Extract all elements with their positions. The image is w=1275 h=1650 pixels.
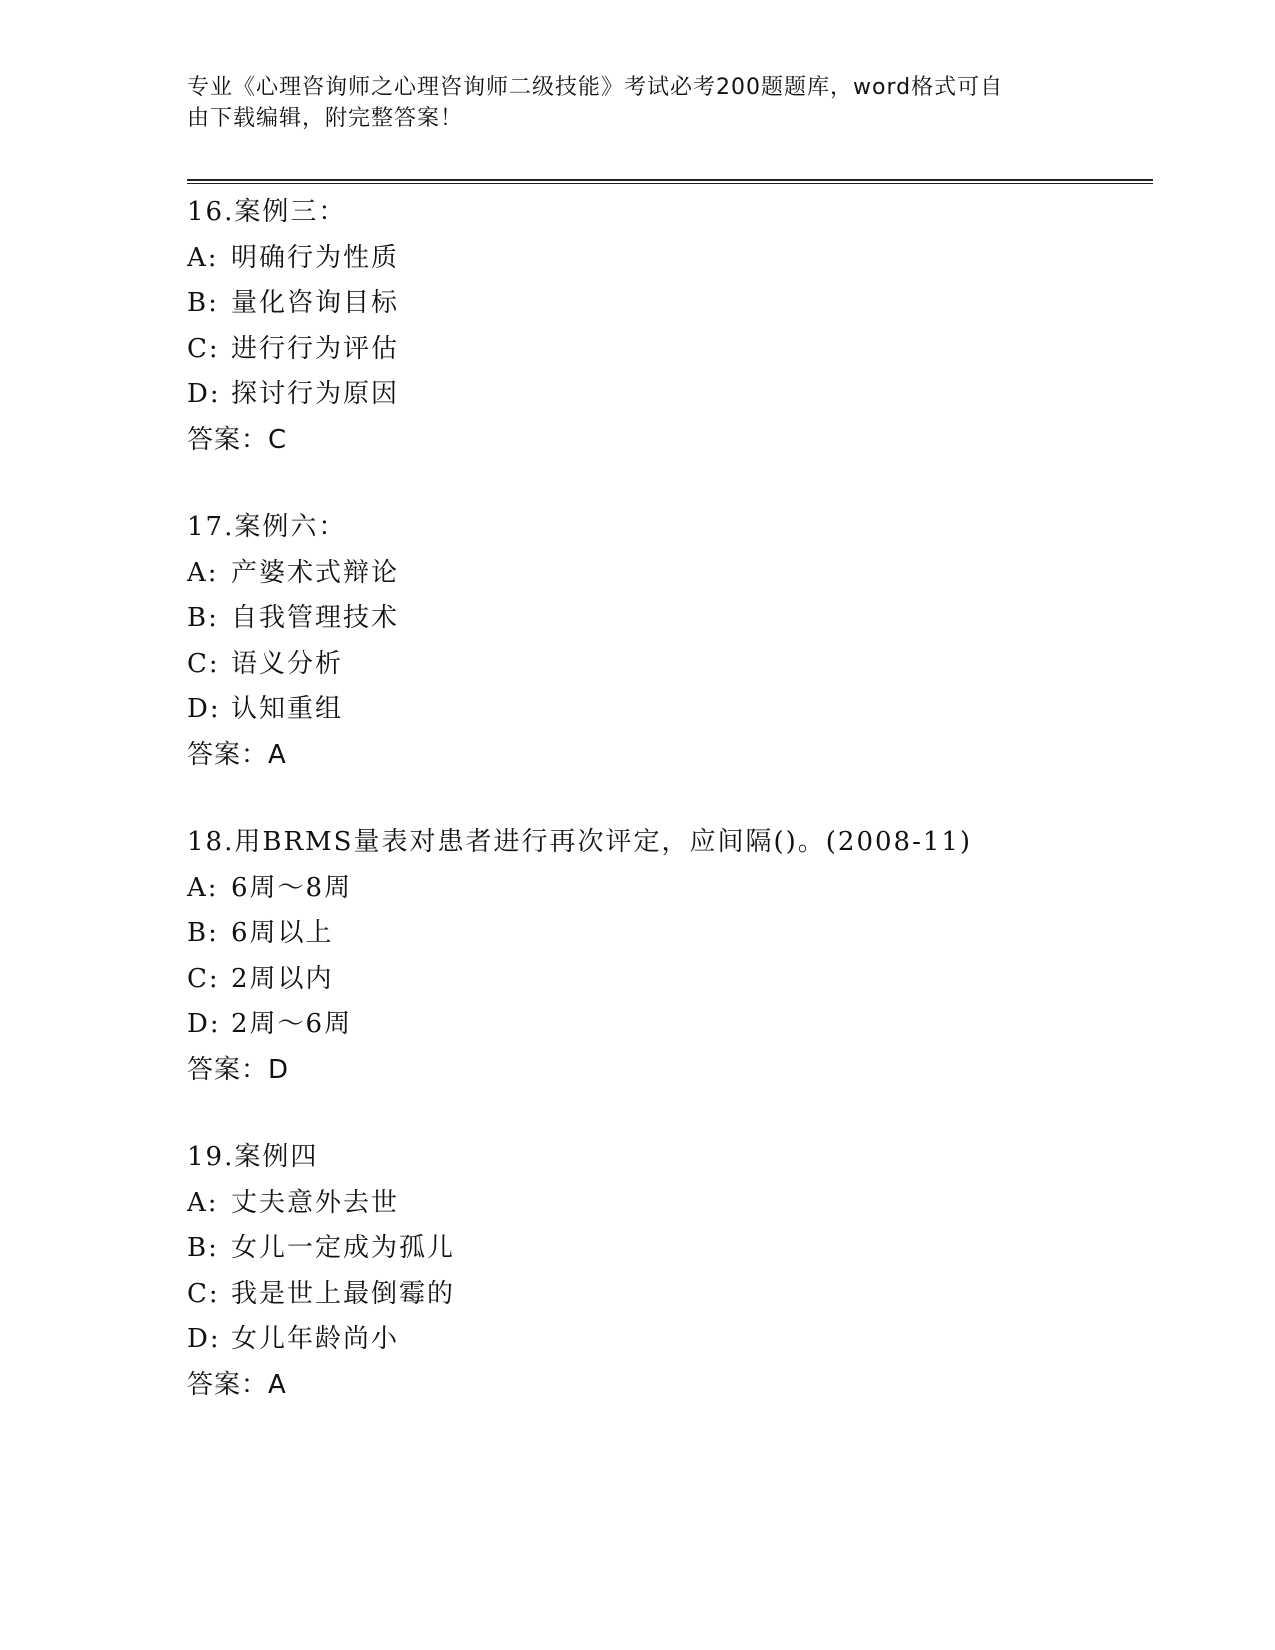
option-b bbox=[187, 1226, 1187, 1272]
option-text: 探讨行为原因 bbox=[231, 379, 400, 409]
question-19 bbox=[187, 1135, 1187, 1408]
question-stem: 16.案例三： bbox=[187, 197, 347, 227]
option-label: C: bbox=[187, 648, 220, 679]
option-label: A: bbox=[187, 557, 219, 588]
option-text: 明确行为性质 bbox=[231, 242, 400, 273]
option-text: 丈夫意外去世 bbox=[231, 1187, 400, 1218]
option-c bbox=[187, 642, 1187, 688]
option-c bbox=[187, 327, 1187, 373]
option-label: C: bbox=[187, 333, 220, 364]
option-text: 认知重组 bbox=[231, 694, 344, 724]
option-b bbox=[187, 596, 1187, 642]
option-d bbox=[187, 1317, 1187, 1363]
option-d bbox=[187, 687, 1187, 733]
option-label: A: bbox=[187, 872, 219, 903]
question-stem: 17.案例六： bbox=[187, 512, 347, 542]
option-label: D: bbox=[187, 379, 221, 409]
option-label: B: bbox=[187, 1233, 219, 1263]
header-divider bbox=[187, 179, 1153, 184]
answer: 答案：A bbox=[187, 1369, 287, 1400]
option-c bbox=[187, 1272, 1187, 1318]
option-label: D: bbox=[187, 1324, 221, 1354]
option-label: B: bbox=[187, 288, 219, 318]
option-text: 产婆术式辩论 bbox=[231, 557, 400, 588]
option-text: 2周以内 bbox=[231, 963, 334, 994]
option-label: B: bbox=[187, 918, 219, 948]
option-text: 语义分析 bbox=[231, 648, 344, 679]
option-label: A: bbox=[187, 1187, 219, 1218]
option-a bbox=[187, 1181, 1187, 1227]
option-text: 6周～8周 bbox=[231, 872, 353, 903]
header-line-2: 由下载编辑，附完整答案！ bbox=[187, 106, 464, 131]
header-line-1: 专业《心理咨询师之心理咨询师二级技能》考试必考200题题库，word格式可自 bbox=[187, 75, 1004, 100]
document-header bbox=[187, 72, 1067, 134]
option-text: 2周～6周 bbox=[231, 1009, 353, 1039]
option-text: 自我管理技术 bbox=[231, 603, 400, 633]
answer: 答案：D bbox=[187, 1054, 290, 1085]
option-a bbox=[187, 236, 1187, 282]
option-text: 女儿一定成为孤儿 bbox=[231, 1233, 456, 1263]
option-c bbox=[187, 957, 1187, 1003]
answer: 答案：A bbox=[187, 739, 287, 770]
option-b bbox=[187, 281, 1187, 327]
option-label: A: bbox=[187, 242, 219, 273]
option-text: 我是世上最倒霉的 bbox=[231, 1278, 456, 1309]
option-label: C: bbox=[187, 963, 220, 994]
option-b bbox=[187, 911, 1187, 957]
option-d bbox=[187, 1002, 1187, 1048]
option-text: 女儿年龄尚小 bbox=[231, 1324, 400, 1354]
option-a bbox=[187, 551, 1187, 597]
option-a bbox=[187, 866, 1187, 912]
option-label: D: bbox=[187, 1009, 221, 1039]
answer: 答案：C bbox=[187, 424, 288, 455]
question-16 bbox=[187, 190, 1187, 463]
option-label: D: bbox=[187, 694, 221, 724]
option-text: 进行行为评估 bbox=[231, 333, 400, 364]
option-d bbox=[187, 372, 1187, 418]
option-label: C: bbox=[187, 1278, 220, 1309]
question-stem: 18.用BRMS量表对患者进行再次评定，应间隔()。(2008-11) bbox=[187, 827, 973, 857]
question-list bbox=[187, 190, 1187, 1450]
option-label: B: bbox=[187, 603, 219, 633]
option-text: 6周以上 bbox=[231, 918, 334, 948]
question-stem: 19.案例四 bbox=[187, 1142, 319, 1172]
option-text: 量化咨询目标 bbox=[231, 288, 400, 318]
question-17 bbox=[187, 505, 1187, 778]
question-18 bbox=[187, 820, 1187, 1093]
